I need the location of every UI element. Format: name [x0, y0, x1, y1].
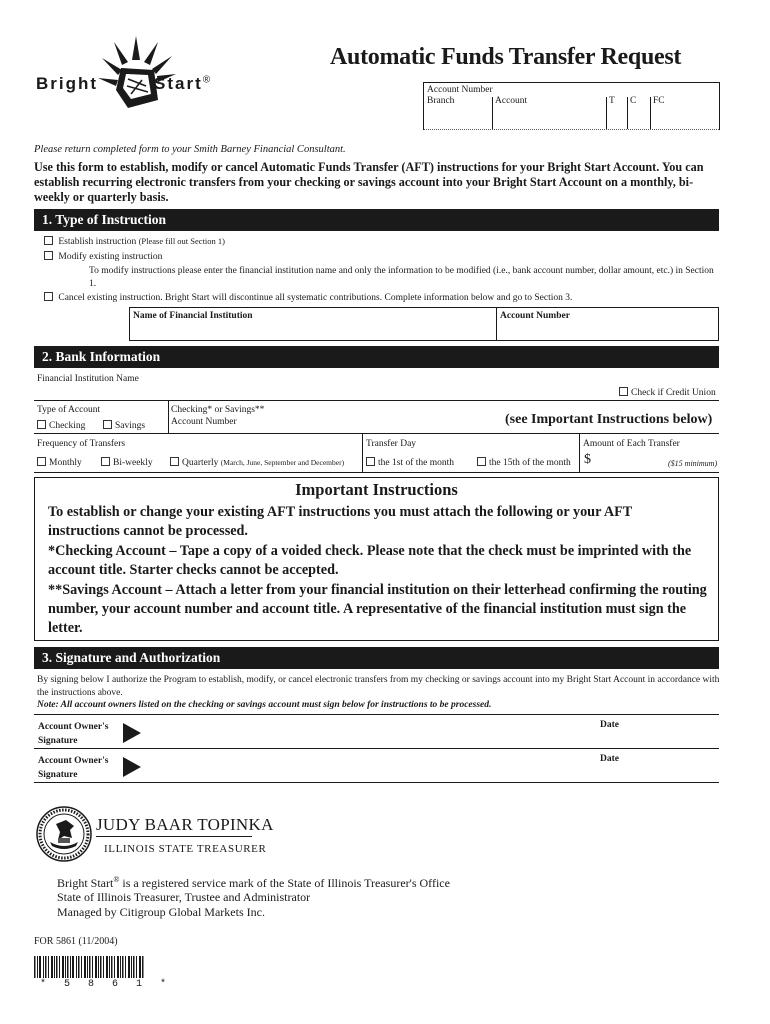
- biweekly-option[interactable]: Bi-weekly: [101, 457, 153, 468]
- cancel-checkbox[interactable]: [44, 292, 53, 301]
- option-cancel[interactable]: Cancel existing instruction. Bright Start will discontinue all systematic contributions. Complete information below and go to Section 3.: [44, 292, 572, 303]
- frequency-label: Frequency of Transfers: [37, 439, 126, 449]
- day-15th-checkbox[interactable]: [477, 457, 486, 466]
- date-2-input[interactable]: [625, 752, 717, 780]
- t-label: T: [609, 96, 615, 106]
- modify-checkbox[interactable]: [44, 251, 53, 260]
- quarterly-option[interactable]: Quarterly (March, June, September and December): [170, 457, 344, 468]
- credit-union-checkbox[interactable]: [619, 387, 628, 396]
- establish-checkbox[interactable]: [44, 236, 53, 245]
- owner-signature-1-input[interactable]: [146, 718, 586, 746]
- date-1-input[interactable]: [625, 718, 717, 746]
- see-instructions-note: (see Important Instructions below): [505, 412, 713, 427]
- logo-word-start: Start: [154, 74, 203, 93]
- option-modify[interactable]: Modify existing instruction: [44, 251, 162, 262]
- branch-label: Branch: [427, 96, 455, 106]
- important-instructions-box: [34, 477, 719, 641]
- logo-reg-mark: ®: [202, 74, 213, 86]
- important-p3: **Savings Account – Attach a letter from your financial institution on their letterhead confirming the routing number, your account number and account title. A representative of the financial institution must sign the letter.: [48, 582, 707, 636]
- owner-signature-2-label: Account Owner's Signature: [38, 756, 109, 780]
- day-15th-option[interactable]: the 15th of the month: [477, 457, 571, 468]
- monthly-option[interactable]: Monthly: [37, 457, 82, 468]
- important-heading: Important Instructions: [295, 480, 458, 499]
- sign-here-arrow-icon: [123, 757, 141, 777]
- monthly-checkbox[interactable]: [37, 457, 46, 466]
- acct-num-input[interactable]: [498, 324, 717, 339]
- type-of-account-label: Type of Account: [37, 405, 101, 415]
- page-title: Automatic Funds Transfer Request: [330, 44, 682, 70]
- minimum-note: ($15 minimum): [668, 459, 718, 468]
- date-1-label: Date: [600, 720, 619, 730]
- account-number-label: Account Number: [427, 85, 493, 95]
- barcode-text: * 5 8 6 1 *: [40, 979, 173, 990]
- amount-input[interactable]: [598, 453, 668, 469]
- credit-union-option[interactable]: Check if Credit Union: [619, 387, 716, 398]
- savings-checkbox[interactable]: [103, 420, 112, 429]
- day-1st-option[interactable]: the 1st of the month: [366, 457, 454, 468]
- amount-label: Amount of Each Transfer: [583, 439, 680, 449]
- bright-start-logo: [36, 34, 246, 114]
- illinois-state-seal-icon: [36, 806, 92, 862]
- option-establish[interactable]: Establish instruction (Please fill out Section 1): [44, 236, 225, 247]
- savings-option[interactable]: Savings: [103, 420, 145, 431]
- important-p2: *Checking Account – Tape a copy of a voided check. Please note that the check must be imprinted with the account title. Starter checks cannot be accepted.: [48, 543, 692, 578]
- biweekly-checkbox[interactable]: [101, 457, 110, 466]
- fc-label: FC: [653, 96, 665, 106]
- bank-account-number-input[interactable]: [250, 404, 490, 430]
- section-2-heading: 2. Bank Information: [34, 346, 719, 368]
- checking-option[interactable]: Checking: [37, 420, 85, 431]
- footer-trademark: Bright Start® is a registered service mark of the State of Illinois Treasurer's Office: [57, 875, 450, 890]
- treasurer-title: ILLINOIS STATE TREASURER: [104, 843, 267, 855]
- c-label: C: [630, 96, 637, 106]
- transfer-day-label: Transfer Day: [366, 439, 417, 449]
- quarterly-checkbox[interactable]: [170, 457, 179, 466]
- fin-inst-name-input[interactable]: [37, 386, 607, 400]
- intro-text: Use this form to establish, modify or cancel Automatic Funds Transfer (AFT) instructions for your Bright Start Account. You can establish recurring electronic transfers from your checking or savings account into your Bright Start Account on a monthly, bi-weekly or quarterly basis.: [34, 160, 704, 204]
- treasurer-name: JUDY BAAR TOPINKA: [96, 815, 274, 834]
- owner-signature-1-label: Account Owner's Signature: [38, 722, 109, 746]
- acct-num-header: Account Number: [500, 311, 570, 321]
- checking-savings-label: Checking* or Savings** Account Number: [171, 405, 265, 427]
- section-3-heading: 3. Signature and Authorization: [34, 647, 719, 669]
- return-note: Please return completed form to your Smith Barney Financial Consultant.: [34, 144, 346, 155]
- fin-name-input[interactable]: [131, 324, 495, 339]
- form-number: FOR 5861 (11/2004): [34, 936, 118, 947]
- financial-institution-table: [129, 307, 719, 341]
- auth-text: By signing below I authorize the Program to establish, modify, or cancel electronic transfers from my checking or savings account into my Bright Start Account in accordance with the instructions above.: [37, 675, 720, 698]
- account-label: Account: [495, 96, 528, 106]
- fin-inst-name-label: Financial Institution Name: [37, 374, 139, 384]
- dollar-sign: $: [584, 452, 591, 467]
- date-2-label: Date: [600, 754, 619, 764]
- day-1st-checkbox[interactable]: [366, 457, 375, 466]
- owner-signature-2-input[interactable]: [146, 752, 586, 780]
- section-1-heading: 1. Type of Instruction: [34, 209, 719, 231]
- fin-name-header: Name of Financial Institution: [133, 311, 253, 321]
- footer-manager: Managed by Citigroup Global Markets Inc.: [57, 905, 265, 919]
- footer-trustee: State of Illinois Treasurer, Trustee and Administrator: [57, 890, 311, 904]
- logo-word-bright: Bright: [36, 74, 99, 93]
- auth-note: Note: All account owners listed on the checking or savings account must sign below for instructions to be processed.: [37, 700, 492, 710]
- barcode-icon: [34, 956, 144, 978]
- important-p1: To establish or change your existing AFT instructions you must attach the following or your AFT instructions cannot be processed.: [48, 504, 632, 539]
- sign-here-arrow-icon: [123, 723, 141, 743]
- checking-checkbox[interactable]: [37, 420, 46, 429]
- account-number-box[interactable]: [423, 82, 720, 130]
- modify-detail: To modify instructions please enter the financial institution name and only the information to be modified (i.e., bank account number, dollar amount, etc.) in Section 1.: [89, 266, 714, 289]
